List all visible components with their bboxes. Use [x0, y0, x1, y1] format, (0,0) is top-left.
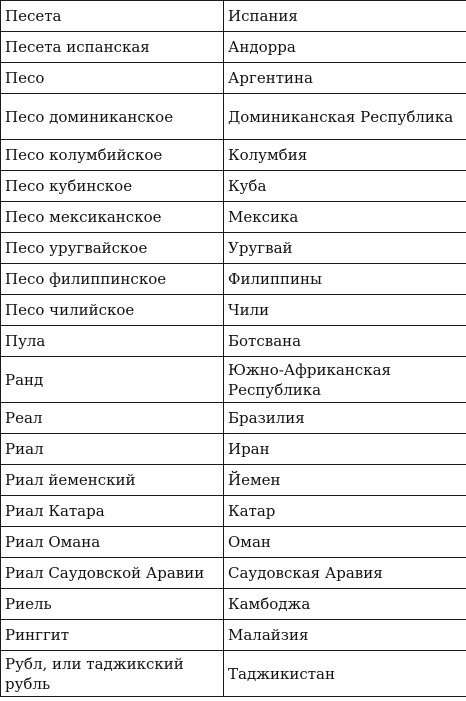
country-cell: Катар — [224, 496, 466, 527]
currency-cell: Песета испанская — [1, 32, 224, 63]
country-cell: Йемен — [224, 465, 466, 496]
table-row — [1, 140, 466, 171]
table-row — [1, 171, 466, 202]
table-row — [1, 465, 466, 496]
country-cell: Аргентина — [224, 63, 466, 94]
table-row — [1, 403, 466, 434]
country-cell: Мексика — [224, 202, 466, 233]
currency-cell: Песо кубинское — [1, 171, 224, 202]
currency-cell: Риал — [1, 434, 224, 465]
country-cell: Бразилия — [224, 403, 466, 434]
country-cell: Оман — [224, 527, 466, 558]
currency-cell: Ранд — [1, 357, 224, 403]
table-row — [1, 434, 466, 465]
table-row — [1, 558, 466, 589]
table-row — [1, 94, 466, 140]
table-row — [1, 326, 466, 357]
country-cell: Таджикистан — [224, 651, 466, 697]
currency-cell: Песета — [1, 1, 224, 32]
table-row — [1, 1, 466, 32]
currency-cell: Ринггит — [1, 620, 224, 651]
country-cell: Куба — [224, 171, 466, 202]
currency-cell: Риал Омана — [1, 527, 224, 558]
table-row — [1, 295, 466, 326]
country-cell: Южно-Африканская Республика — [224, 357, 466, 403]
country-cell: Ботсвана — [224, 326, 466, 357]
currency-cell: Песо филиппинское — [1, 264, 224, 295]
table-row — [1, 233, 466, 264]
country-cell: Саудовская Аравия — [224, 558, 466, 589]
country-cell: Уругвай — [224, 233, 466, 264]
currency-cell: Песо уругвайское — [1, 233, 224, 264]
currency-cell: Песо — [1, 63, 224, 94]
currency-cell: Риал Саудовской Аравии — [1, 558, 224, 589]
country-cell: Камбоджа — [224, 589, 466, 620]
currency-cell: Пула — [1, 326, 224, 357]
country-cell: Чили — [224, 295, 466, 326]
currency-cell: Реал — [1, 403, 224, 434]
table-row — [1, 63, 466, 94]
currency-cell: Риель — [1, 589, 224, 620]
table-row — [1, 589, 466, 620]
country-cell: Испания — [224, 1, 466, 32]
table-row — [1, 527, 466, 558]
table-row — [1, 496, 466, 527]
table-row — [1, 32, 466, 63]
country-cell: Колумбия — [224, 140, 466, 171]
country-cell: Андорра — [224, 32, 466, 63]
table-row — [1, 264, 466, 295]
currency-cell: Песо колумбийское — [1, 140, 224, 171]
currency-cell: Песо доминиканское — [1, 94, 224, 140]
currency-cell: Рубл, или таджикский рубль — [1, 651, 224, 697]
country-cell: Малайзия — [224, 620, 466, 651]
table-row — [1, 202, 466, 233]
table-row — [1, 620, 466, 651]
country-cell: Иран — [224, 434, 466, 465]
table-row — [1, 651, 466, 697]
table-row — [1, 357, 466, 403]
country-cell: Доминиканская Республика — [224, 94, 466, 140]
currency-cell: Риал йеменский — [1, 465, 224, 496]
currency-cell: Риал Катара — [1, 496, 224, 527]
country-cell: Филиппины — [224, 264, 466, 295]
currency-cell: Песо мексиканское — [1, 202, 224, 233]
currency-cell: Песо чилийское — [1, 295, 224, 326]
